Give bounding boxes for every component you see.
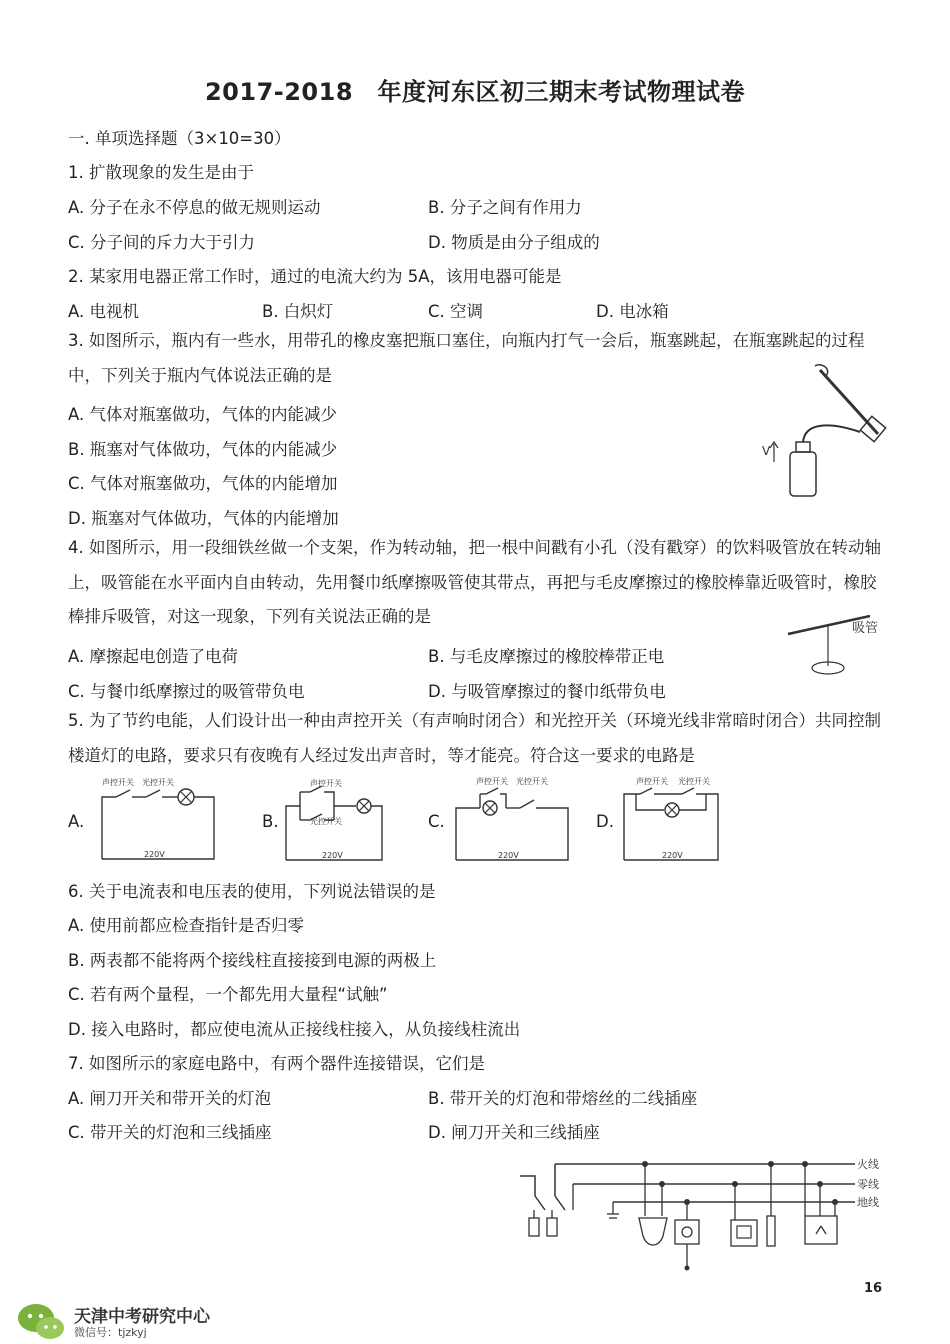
svg-text:光控开关: 光控开关	[142, 778, 174, 787]
q6-option-b: B. 两表都不能将两个接线柱直接接到电源的两极上	[68, 951, 437, 970]
q7-option-b: B. 带开关的灯泡和带熔丝的二线插座	[428, 1089, 698, 1108]
footer-org-name: 天津中考研究中心	[74, 1307, 210, 1327]
q3-option-d: D. 瓶塞对气体做功，气体的内能增加	[68, 509, 339, 528]
q1-option-d: D. 物质是由分子组成的	[428, 233, 600, 252]
svg-text:声控开关: 声控开关	[102, 778, 134, 787]
q3-option-a: A. 气体对瓶塞做功，气体的内能减少	[68, 405, 337, 424]
circuit-c	[450, 776, 575, 868]
neutral-wire-label: 零线	[857, 1178, 879, 1191]
page-number: 16	[864, 1281, 883, 1296]
q4-option-d: D. 与吸管摩擦过的餐巾纸带负电	[428, 682, 666, 701]
q1-stem: 1. 扩散现象的发生是由于	[68, 163, 254, 182]
section-heading: 一. 单项选择题（3×10=30）	[68, 129, 291, 148]
q3-option-c: C. 气体对瓶塞做功，气体的内能增加	[68, 474, 338, 493]
q1-option-b: B. 分子之间有作用力	[428, 198, 582, 217]
q5-stem: 5. 为了节约电能，人们设计出一种由声控开关（有声响时闭合）和光控开关（环境光线非常暗时闭合）共同控制楼道灯的电路，要求只有夜晚有人经过发出声音时，等才能亮。符合这一要求的电路是	[68, 711, 881, 765]
page-title: 2017-2018 年度河东区初三期末考试物理试卷	[204, 78, 746, 106]
svg-text:光控开关: 光控开关	[516, 777, 548, 786]
svg-text:220V: 220V	[144, 850, 165, 859]
svg-text:声控开关: 声控开关	[310, 779, 342, 788]
q1-option-a: A. 分子在永不停息的做无规则运动	[68, 198, 321, 217]
svg-text:声控开关: 声控开关	[636, 777, 668, 786]
q3-stem: 3. 如图所示，瓶内有一些水，用带孔的橡皮塞把瓶口塞住，向瓶内打气一会后，瓶塞跳起，在瓶塞跳起的过程中，下列关于瓶内气体说法正确的是	[68, 331, 865, 385]
q4-option-b: B. 与毛皮摩擦过的橡胶棒带正电	[428, 647, 665, 666]
svg-text:光控开关: 光控开关	[678, 777, 710, 786]
q7-option-c: C. 带开关的灯泡和三线插座	[68, 1123, 272, 1142]
q5-option-c: C.	[428, 812, 445, 831]
q4-option-a: A. 摩擦起电创造了电荷	[68, 647, 238, 666]
q2-option-d: D. 电冰箱	[596, 302, 669, 321]
live-wire-label: 火线	[857, 1158, 879, 1171]
q3-fig-label: V	[762, 444, 771, 458]
household-circuit-figure	[515, 1156, 890, 1276]
q6-option-d: D. 接入电路时，都应使电流从正接线柱接入，从负接线柱流出	[68, 1020, 521, 1039]
q3-option-b: B. 瓶塞对气体做功，气体的内能减少	[68, 440, 338, 459]
svg-text:220V: 220V	[322, 851, 343, 860]
q5-option-b: B.	[262, 812, 279, 831]
straw-figure	[786, 606, 886, 678]
svg-text:220V: 220V	[662, 851, 683, 860]
q2-stem: 2. 某家用电器正常工作时，通过的电流大约为 5A，该用电器可能是	[68, 267, 562, 286]
q4-option-c: C. 与餐巾纸摩擦过的吸管带负电	[68, 682, 305, 701]
q6-option-a: A. 使用前都应检查指针是否归零	[68, 916, 304, 935]
wechat-logo-icon	[16, 1300, 66, 1342]
q5-option-a: A.	[68, 812, 85, 831]
q2-option-b: B. 白炽灯	[262, 302, 334, 321]
circuit-a	[96, 775, 221, 867]
q7-option-a: A. 闸刀开关和带开关的灯泡	[68, 1089, 271, 1108]
q7-option-d: D. 闸刀开关和三线插座	[428, 1123, 600, 1142]
q6-stem: 6. 关于电流表和电压表的使用，下列说法错误的是	[68, 882, 436, 901]
circuit-d	[620, 776, 730, 868]
q2-option-a: A. 电视机	[68, 302, 139, 321]
q4-stem: 4. 如图所示，用一段细铁丝做一个支架，作为转动轴，把一根中间戳有小孔（没有戳穿）的饮料吸管放在转动轴上，吸管能在水平面内自由转动，先用餐巾纸摩擦吸管使其带点，再把与毛皮摩擦过的橡胶棒靠近吸管时，橡胶棒排斥吸管，对这一现象，下列有关说法正确的是	[68, 538, 881, 626]
q1-option-c: C. 分子间的斥力大于引力	[68, 233, 256, 252]
svg-text:光控开关: 光控开关	[310, 817, 342, 826]
circuit-b	[280, 778, 390, 868]
svg-text:声控开关: 声控开关	[476, 777, 508, 786]
footer-wechat-id: 微信号：tjzkyj	[74, 1326, 147, 1339]
svg-text:220V: 220V	[498, 851, 519, 860]
q2-option-c: C. 空调	[428, 302, 484, 321]
q7-stem: 7. 如图所示的家庭电路中，有两个器件连接错误，它们是	[68, 1054, 485, 1073]
q6-option-c: C. 若有两个量程，一个都先用大量程“试触”	[68, 985, 388, 1004]
q5-option-d: D.	[596, 812, 614, 831]
ground-wire-label: 地线	[857, 1196, 879, 1209]
pump-bottle-figure	[760, 362, 900, 504]
q4-fig-label: 吸管	[852, 621, 879, 636]
